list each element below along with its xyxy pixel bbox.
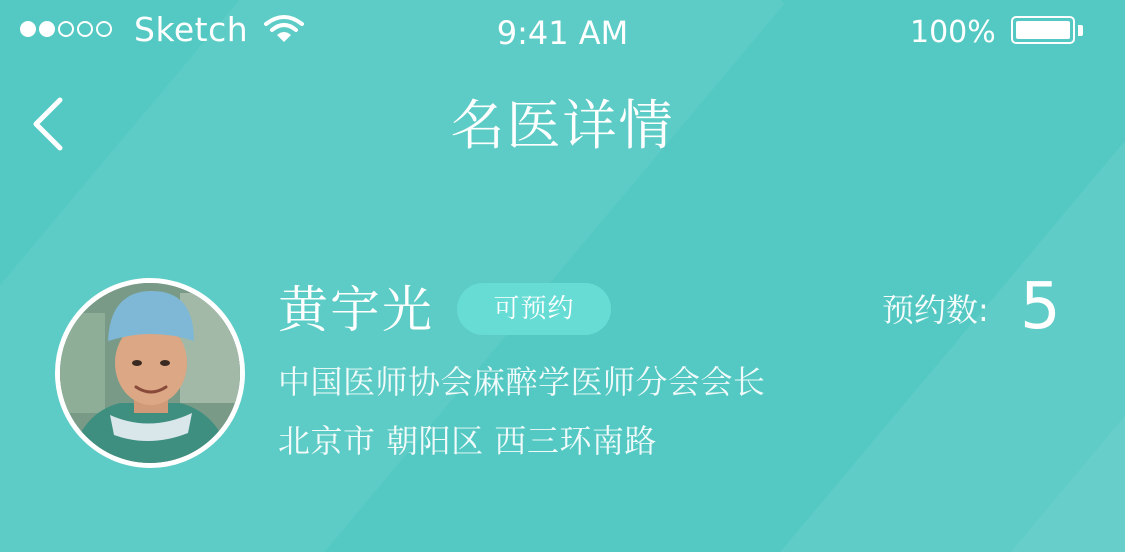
- carrier-name: Sketch: [134, 10, 249, 49]
- status-bar: [0, 0, 1125, 64]
- page-title: 名医详情: [450, 94, 675, 157]
- battery-cap: [1078, 25, 1083, 36]
- clock: 9:41 AM: [496, 14, 629, 52]
- availability-badge: 可预约: [457, 283, 611, 335]
- battery-icon: [1011, 16, 1075, 44]
- appointment-count-label: 预约数:: [882, 291, 989, 329]
- battery-percentage: 100%: [910, 15, 996, 50]
- doctor-title: 中国医师协会麻醉学医师分会会长: [278, 363, 766, 401]
- avatar-photo: [60, 283, 240, 463]
- appointment-count-value: 5: [1020, 270, 1061, 344]
- doctor-avatar[interactable]: [55, 278, 245, 468]
- battery-level-fill: [1016, 21, 1070, 39]
- doctor-name: 黄宇光: [278, 281, 434, 339]
- doctor-address: 北京市 朝阳区 西三环南路: [278, 422, 657, 460]
